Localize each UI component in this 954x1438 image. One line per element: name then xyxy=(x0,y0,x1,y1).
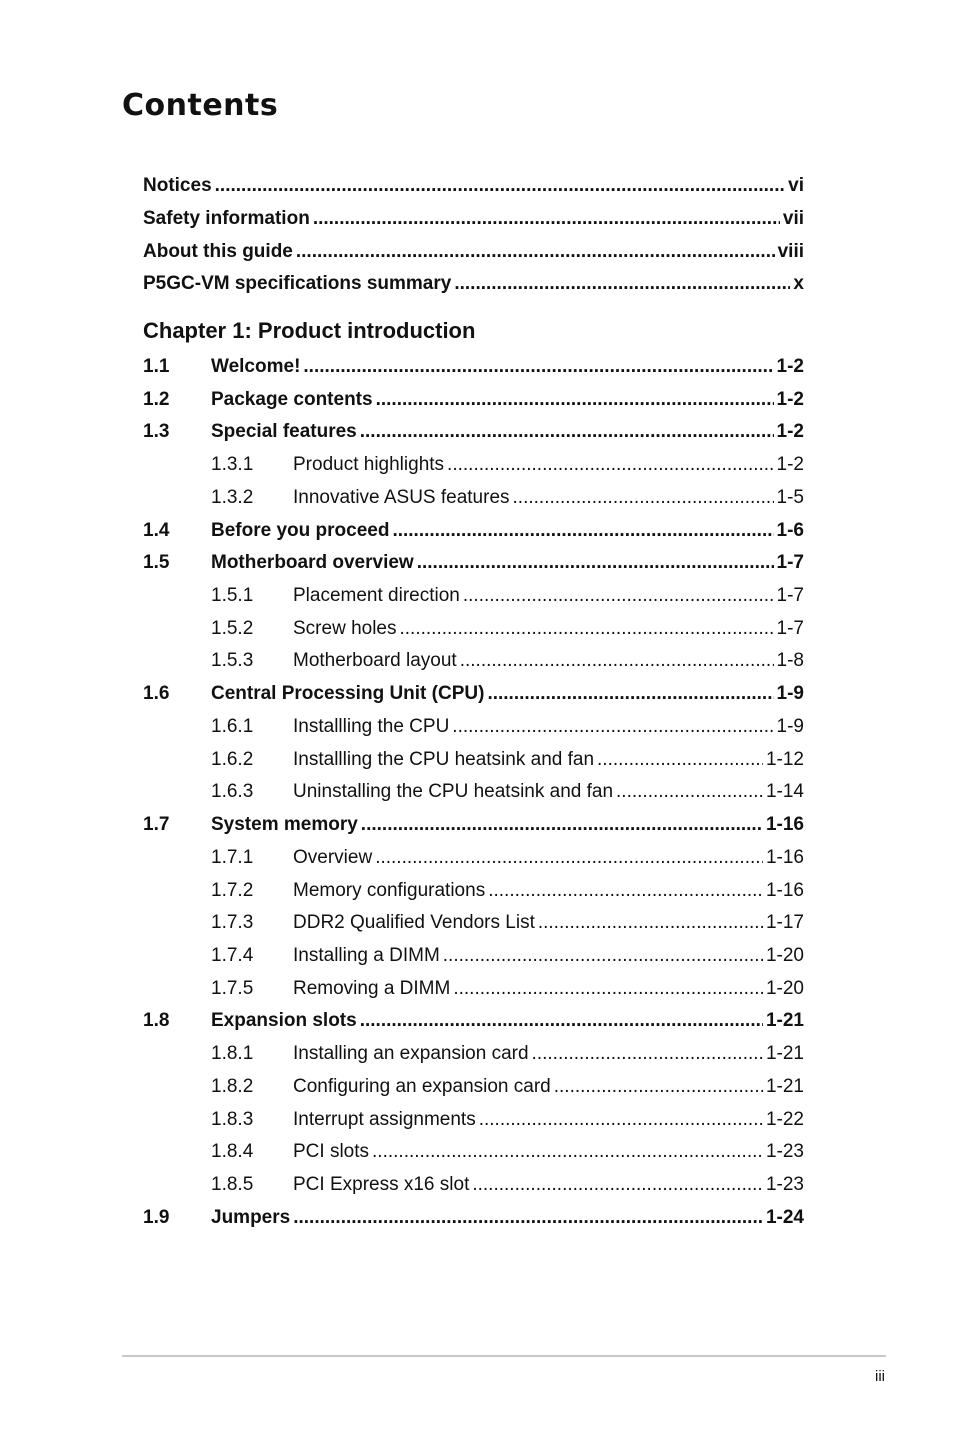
toc-entry-page: 1-23 xyxy=(765,1141,804,1163)
toc-entry xyxy=(143,1205,804,1231)
dot-leader xyxy=(376,387,774,413)
dot-leader xyxy=(453,976,763,1002)
toc-entry xyxy=(143,747,804,773)
toc-entry-page: 1-24 xyxy=(765,1206,804,1228)
toc-entry-page: 1-2 xyxy=(776,356,804,377)
toc-entry xyxy=(143,878,804,904)
toc-entry-label: Before you proceed xyxy=(211,519,390,541)
toc-entry-number: 1.5 xyxy=(143,552,170,574)
toc-entry xyxy=(143,1041,804,1067)
toc-entry xyxy=(143,387,804,413)
toc-entry-number: 1.8 xyxy=(143,1010,170,1032)
dot-leader xyxy=(460,648,774,674)
toc-entry-number: 1.9 xyxy=(143,1206,170,1228)
dot-leader xyxy=(303,354,773,380)
toc-entry xyxy=(143,239,804,265)
dot-leader xyxy=(472,1172,763,1198)
toc-entry-number: 1.7.4 xyxy=(211,944,254,966)
toc-entry xyxy=(143,681,804,707)
footer-divider xyxy=(122,1355,886,1357)
toc-entry-page: 1-21 xyxy=(765,1075,804,1097)
dot-leader xyxy=(488,878,763,904)
dot-leader xyxy=(400,616,774,642)
toc-entry-page: 1-7 xyxy=(776,552,804,574)
toc-entry-label: About this guide xyxy=(143,240,293,262)
toc-entry-label: Central Processing Unit (CPU) xyxy=(211,683,485,705)
toc-entry xyxy=(143,1172,804,1198)
toc-entry xyxy=(143,779,804,805)
toc-entry-page: 1-23 xyxy=(765,1174,804,1195)
toc-entry-label: Jumpers xyxy=(211,1206,291,1228)
toc-entry-number: 1.7.5 xyxy=(211,977,254,999)
toc-entry-label: P5GC-VM specifications summary xyxy=(143,273,452,295)
dot-leader xyxy=(361,812,763,838)
toc-entry-label: Installing a DIMM xyxy=(293,944,440,966)
dot-leader xyxy=(372,1139,763,1165)
page-title: Contents xyxy=(122,88,279,123)
dot-leader xyxy=(360,419,774,445)
toc-entry xyxy=(143,583,804,609)
toc-entry-number: 1.1 xyxy=(143,356,170,377)
dot-leader xyxy=(513,485,774,511)
toc-entry-number: 1.5.3 xyxy=(211,650,254,672)
dot-leader xyxy=(313,206,780,232)
toc-entry-page: viii xyxy=(777,240,804,262)
toc-entry-page: 1-20 xyxy=(765,944,804,966)
toc-entry xyxy=(143,812,804,838)
toc-entry-number: 1.8.4 xyxy=(211,1141,254,1163)
toc-entry-number: 1.6.1 xyxy=(211,715,254,737)
dot-leader xyxy=(538,910,763,936)
chapter-heading: Chapter 1: Product introduction xyxy=(143,318,476,343)
toc-entry-number: 1.8.5 xyxy=(211,1174,254,1195)
toc-entry-label: Installling the CPU heatsink and fan xyxy=(293,748,595,770)
toc-entry xyxy=(143,910,804,936)
toc-entry xyxy=(143,452,804,478)
toc-entry xyxy=(143,550,804,576)
dot-leader xyxy=(443,943,763,969)
toc-entry-number: 1.5.1 xyxy=(211,585,254,607)
toc-entry-page: 1-2 xyxy=(776,388,804,410)
toc-entry-number: 1.8.1 xyxy=(211,1043,254,1065)
toc-entry-page: 1-6 xyxy=(776,519,804,541)
toc-entry-number: 1.3.1 xyxy=(211,454,254,476)
toc-entry-number: 1.7.2 xyxy=(211,879,254,901)
toc-entry xyxy=(143,485,804,511)
dot-leader xyxy=(293,1205,763,1231)
toc-entry-label: Welcome! xyxy=(211,356,301,377)
toc-entry-page: vii xyxy=(782,207,804,229)
toc-entry-page: 1-21 xyxy=(765,1043,804,1065)
toc-entry-page: 1-17 xyxy=(765,912,804,934)
toc-entry-page: 1-16 xyxy=(765,879,804,901)
toc-entry-label: Memory configurations xyxy=(293,879,486,901)
toc-entry-number: 1.7.3 xyxy=(211,912,254,934)
toc-entry-label: Motherboard layout xyxy=(293,650,457,672)
toc-entry-number: 1.6.3 xyxy=(211,781,254,803)
toc-entry-label: Screw holes xyxy=(293,617,397,639)
dot-leader xyxy=(463,583,774,609)
toc-entry-page: 1-2 xyxy=(776,454,804,476)
toc-entry xyxy=(143,648,804,674)
dot-leader xyxy=(417,550,774,576)
dot-leader xyxy=(487,681,773,707)
toc-entry-number: 1.3 xyxy=(143,421,170,443)
footer-page-number: iii xyxy=(875,1368,885,1385)
dot-leader xyxy=(454,271,790,297)
toc-entry-label: PCI slots xyxy=(293,1141,370,1163)
toc-entry-label: Motherboard overview xyxy=(211,552,414,574)
toc-entry-label: Placement direction xyxy=(293,585,460,607)
toc-entry-page: vi xyxy=(788,175,804,196)
dot-leader xyxy=(447,452,773,478)
toc-entry-number: 1.6.2 xyxy=(211,748,254,770)
toc-entry-page: 1-14 xyxy=(765,781,804,803)
dot-leader xyxy=(452,714,773,740)
toc-entry-label: Special features xyxy=(211,421,357,443)
toc-entry-label: Package contents xyxy=(211,388,373,410)
toc-entry-page: 1-12 xyxy=(765,748,804,770)
toc-entry-label: Overview xyxy=(293,846,373,868)
toc-entry xyxy=(143,1074,804,1100)
toc-entry xyxy=(143,1107,804,1133)
toc-entry-label: Notices xyxy=(143,175,212,196)
toc-entry-label: Configuring an expansion card xyxy=(293,1075,551,1097)
toc-entry-label: Removing a DIMM xyxy=(293,977,451,999)
toc-entry-label: Installling the CPU xyxy=(293,715,450,737)
toc-entry-label: DDR2 Qualified Vendors List xyxy=(293,912,535,934)
toc-entry-number: 1.3.2 xyxy=(211,486,254,508)
toc-entry-page: 1-8 xyxy=(776,650,804,672)
toc-entry xyxy=(143,173,804,199)
toc-entry-number: 1.5.2 xyxy=(211,617,254,639)
toc-entry xyxy=(143,518,804,544)
toc-entry-label: Innovative ASUS features xyxy=(293,486,510,508)
toc-entry-page: 1-5 xyxy=(776,486,804,508)
toc-entry-label: System memory xyxy=(211,814,358,836)
toc-entry-number: 1.7 xyxy=(143,814,170,836)
toc-entry-page: 1-16 xyxy=(765,846,804,868)
toc-entry-number: 1.8.2 xyxy=(211,1075,254,1097)
toc-entry-label: Expansion slots xyxy=(211,1010,357,1032)
toc-entry-page: x xyxy=(793,273,804,295)
toc-entry xyxy=(143,419,804,445)
toc-entry xyxy=(143,1139,804,1165)
toc-entry xyxy=(143,976,804,1002)
toc-entry-label: Product highlights xyxy=(293,454,445,476)
toc-entry-page: 1-9 xyxy=(776,683,804,705)
toc-entry xyxy=(143,271,804,297)
toc-entry-page: 1-7 xyxy=(776,585,804,607)
dot-leader xyxy=(296,239,775,265)
dot-leader xyxy=(597,747,763,773)
toc-entry-page: 1-22 xyxy=(765,1108,804,1130)
toc-entry xyxy=(143,616,804,642)
toc-entry-page: 1-7 xyxy=(776,617,804,639)
toc-entry-number: 1.8.3 xyxy=(211,1108,254,1130)
toc-entry xyxy=(143,1008,804,1034)
toc-entry xyxy=(143,714,804,740)
toc-entry xyxy=(143,845,804,871)
toc-entry-number: 1.6 xyxy=(143,683,170,705)
toc-entry xyxy=(143,206,804,232)
toc-entry-page: 1-9 xyxy=(776,715,804,737)
toc-entry xyxy=(143,354,804,380)
dot-leader xyxy=(375,845,763,871)
dot-leader xyxy=(616,779,763,805)
toc-entry-label: Interrupt assignments xyxy=(293,1108,476,1130)
dot-leader xyxy=(479,1107,763,1133)
dot-leader xyxy=(392,518,773,544)
dot-leader xyxy=(215,173,786,199)
toc-entry xyxy=(143,943,804,969)
toc-entry-number: 1.4 xyxy=(143,519,170,541)
dot-leader xyxy=(360,1008,763,1034)
toc-entry-label: Installing an expansion card xyxy=(293,1043,529,1065)
toc-entry-label: Safety information xyxy=(143,207,310,229)
toc-entry-number: 1.7.1 xyxy=(211,846,254,868)
toc-entry-page: 1-21 xyxy=(765,1010,804,1032)
toc-entry-page: 1-16 xyxy=(765,814,804,836)
dot-leader xyxy=(532,1041,763,1067)
toc-entry-label: PCI Express x16 slot xyxy=(293,1174,470,1195)
toc-entry-number: 1.2 xyxy=(143,388,170,410)
dot-leader xyxy=(554,1074,763,1100)
toc-entry-page: 1-2 xyxy=(776,421,804,443)
toc-entry-page: 1-20 xyxy=(765,977,804,999)
toc-entry-label: Uninstalling the CPU heatsink and fan xyxy=(293,781,614,803)
